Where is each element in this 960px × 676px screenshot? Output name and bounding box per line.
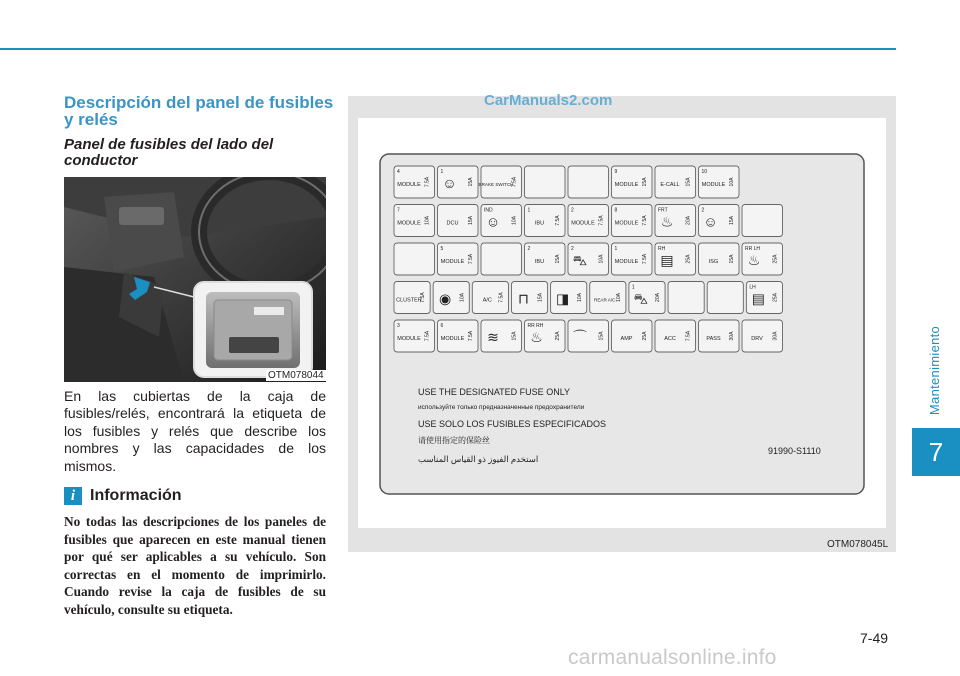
fuse-slot-number: 1 [614, 246, 618, 252]
fuse-rating: 15A [468, 216, 474, 225]
fuse-slot-number: 9 [614, 169, 618, 175]
fuse-rating: 7.5A [555, 215, 561, 226]
fuse-slot-label: CLUSTER [396, 297, 422, 304]
fuse-slot-number: IND [484, 207, 493, 214]
fuse-slot [394, 243, 435, 275]
fuse-rating: 25A [772, 293, 779, 302]
info-text: No todas las descripciones de los paneles de fusibles que aparecen en este manual tienen por qué ser aplicables a su vehículo. Son correctas en el momento de imprimirlo. Cuando revise la caja de fusibles de su vehículo, consulte su etiqueta. [64, 514, 326, 617]
fuse-slot-label: REAR A/C [594, 297, 616, 303]
fuse-rating: 30A [772, 331, 779, 341]
fuse-rating: 15A [555, 254, 561, 264]
fuse-rating: 7.5A [468, 253, 474, 265]
fuse-rating: 15A [468, 177, 474, 187]
fuse-slot-label: ACC [664, 336, 676, 342]
fuse-slot-label: IBU [534, 259, 545, 265]
part-number: 91990-S1110 [768, 446, 821, 456]
fuse-slot-number: 1 [631, 284, 635, 291]
fuse-slot-label: AMP [620, 336, 633, 342]
fuse-rating: 7.5A [424, 330, 431, 342]
seat-heat-icon: ♨ [747, 252, 761, 268]
fuse-rating: 15A [685, 177, 692, 187]
fuse-slot-number: 2 [701, 207, 705, 214]
fuse-slot-number: 5 [440, 246, 444, 252]
label-line: استخدم الفيوز ذو القياس المناسب [418, 454, 539, 464]
fuse-slot-label: A/C [482, 297, 492, 304]
fuse-slot-number: 7 [397, 207, 400, 214]
figure2-caption: OTM078045L [827, 539, 889, 550]
fuse-rating: 15A [537, 293, 544, 302]
fuse-slot-number: RR RH [527, 323, 544, 329]
fuse-rating: 10A [615, 293, 622, 302]
fuse-rating: 10A [576, 293, 583, 302]
seat-heat-icon: ♨ [660, 213, 674, 230]
airbag-icon: ☺ [703, 213, 718, 230]
fuse-rating: 25A [642, 331, 648, 341]
fuse-rating: 7.5A [642, 215, 648, 226]
fuse-rating: 20A [655, 293, 662, 302]
section-subtitle: Panel de fusibles del lado del conductor [64, 136, 274, 169]
fuse-slot-label: MODULE [397, 182, 421, 188]
fuse-rating: 7.5A [424, 176, 431, 188]
label-line: используйте только предназначенные предохранители [418, 404, 585, 411]
fuse-rating: 10A [424, 216, 431, 225]
label-line: USE SOLO LOS FUSIBLES ESPECIFICADOS [418, 419, 607, 429]
window-icon: ▤ [751, 290, 765, 307]
seat-heat-icon: ♨ [530, 329, 543, 345]
lock-icon: ⊓ [517, 290, 529, 307]
fuse-slot-label: MODULE [440, 336, 465, 342]
fuse-slot-number: RH [658, 246, 666, 252]
fuse-rating: 25A [772, 254, 779, 264]
fuse-slot-label: MODULE [397, 336, 421, 342]
top-watermark: CarManuals2.com [484, 92, 613, 109]
label-line: 请使用指定的保险丝 [418, 436, 490, 445]
fuse-slot-label: MODULE [614, 259, 639, 265]
fuse-slot [742, 205, 783, 237]
label-line: USE THE DESIGNATED FUSE ONLY [418, 387, 571, 397]
fuse-slot-number: 10 [701, 169, 708, 175]
header-rule [0, 48, 896, 50]
fuse-rating: 30A [729, 331, 735, 341]
info-icon: i [64, 487, 82, 505]
fuse-rating: 10A [598, 254, 605, 264]
airbag-icon: ☺ [442, 175, 457, 191]
fuse-rating: 15A [642, 177, 648, 187]
fuse-rating: 7.5A [642, 253, 648, 265]
fuse-slot-label: PASS [706, 336, 721, 342]
door-icon: ◨ [555, 290, 570, 307]
fuse-rating: 7.5A [420, 292, 427, 303]
fuse-slot-label: MODULE [701, 182, 726, 188]
defrost-icon: ≋ [487, 329, 499, 345]
fuse-slot-label: ISG [708, 259, 719, 265]
fuse-rating: 15A [511, 331, 518, 341]
page-number: 7-49 [860, 630, 889, 646]
fuse-slot-label: MODULE [397, 220, 421, 227]
fuse-cover-photo [64, 177, 326, 382]
fuse-rating: 7.5A [511, 176, 518, 188]
fuse-rating: 15A [729, 216, 735, 225]
fuse-slot-number: 2 [571, 246, 574, 252]
fuse-slot-number: 6 [440, 323, 444, 329]
fuse-rating: 7.5A [685, 330, 692, 342]
fuse-rating: 15A [598, 331, 605, 341]
window-icon: ▤ [660, 252, 674, 268]
fuse-slot [568, 166, 609, 198]
fuse-slot-number: 8 [614, 207, 618, 214]
fuse-rating: 7.5A [498, 292, 505, 303]
fuse-slot [707, 282, 743, 314]
fuse-slot-number: RR LH [745, 246, 761, 252]
fuse-slot-label: DCU [446, 220, 459, 227]
fuse-rating: 25A [555, 331, 561, 341]
fuse-slot-label: E-CALL [660, 182, 680, 188]
fuse-rating: 10A [511, 216, 518, 225]
body-paragraph: En las cubiertas de la caja de fusibles/relés, encontrará la etiqueta de los fusibles y relés que describe los nombres y las capacidades de los mismos. [64, 388, 326, 474]
fuse-slot-number: 3 [397, 323, 400, 329]
fuse-slot-label: DRV [751, 336, 763, 342]
airbag-icon: ☺ [485, 213, 501, 230]
fuse-rating: 20A [685, 216, 692, 225]
fuse-slot-label: IBU [534, 220, 545, 227]
fuse-rating: 15A [729, 254, 735, 264]
fuse-slot-label: MODULE [440, 259, 465, 265]
figure1-caption: OTM078044 [268, 370, 324, 381]
fuse-slot [481, 243, 522, 275]
section-side-label-text: Mantenimiento [927, 325, 943, 415]
fuse-rating: 10A [459, 293, 466, 302]
fuse-panel-label [348, 96, 896, 552]
car-icon: ⛍ [572, 252, 588, 268]
fuse-slot [525, 166, 566, 198]
car-icon: ⛍ [633, 290, 649, 307]
fuse-slot [668, 282, 704, 314]
info-heading [64, 486, 182, 506]
info-title: Información [90, 487, 182, 504]
footer-watermark: carmanualsonline.info [568, 646, 777, 669]
fuse-rating: 7.5A [468, 330, 474, 342]
fuse-slot-label: BRAKE SWITCH [478, 182, 514, 187]
fuse-panel-figure [348, 96, 896, 552]
fuse-slot-label: MODULE [571, 220, 595, 227]
fuse-slot-number: 2 [571, 207, 574, 214]
steering-icon: ◉ [439, 290, 452, 307]
interior-illustration [64, 177, 326, 382]
fuse-slot-number: 4 [397, 169, 400, 175]
fuse-slot-number: 2 [527, 246, 531, 252]
chapter-tab[interactable]: 7 [912, 428, 960, 476]
fuse-rating: 25A [685, 254, 692, 264]
fuse-rating: 10A [729, 177, 735, 187]
fuse-slot-number: 1 [440, 169, 444, 175]
fuse-slot-number: LH [749, 284, 756, 291]
wiper-icon: ⌒ [573, 329, 587, 345]
section-title: Descripción del panel de fusibles y relés [64, 93, 334, 129]
fuse-slot-label: MODULE [614, 220, 639, 227]
fuse-slot-number: 1 [527, 207, 531, 214]
fuse-slot-number: FRT [658, 207, 668, 214]
fuse-slot-label: MODULE [614, 182, 639, 188]
section-side-label [913, 300, 957, 440]
fuse-rating: 7.5A [598, 215, 605, 226]
